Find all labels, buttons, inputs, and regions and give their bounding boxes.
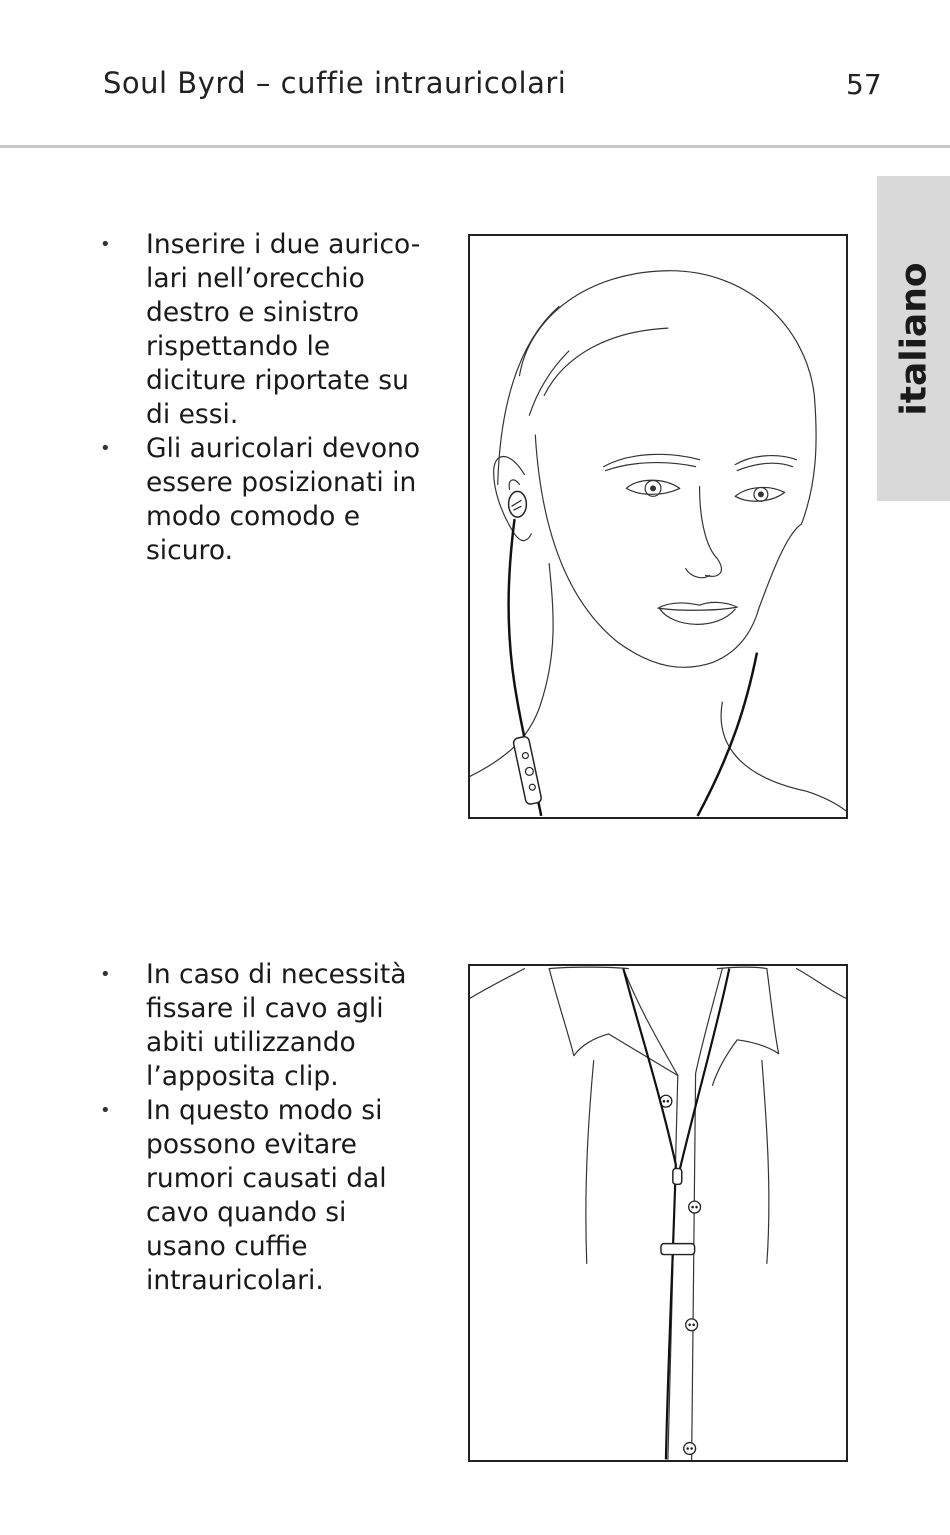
text-line: lari nell’orecchio bbox=[146, 263, 365, 294]
language-tab-label: italiano bbox=[893, 261, 934, 416]
instructions-list-earbuds bbox=[100, 228, 460, 568]
text-line: di essi. bbox=[146, 399, 239, 430]
bullet-avoid-noise bbox=[100, 1094, 460, 1298]
text-line: intrauricolari. bbox=[146, 1265, 324, 1296]
illustration-wearing-earbuds bbox=[468, 234, 848, 819]
text-line: rispettando le bbox=[146, 331, 331, 362]
text-line: • Inserire i due aurico- bbox=[146, 229, 421, 260]
page-number: 57 bbox=[846, 68, 882, 101]
bullet-attach-clip bbox=[100, 958, 460, 1094]
text-line: cavo quando si bbox=[146, 1197, 347, 1228]
text-line: rumori causati dal bbox=[146, 1163, 387, 1194]
text-line: usano cuffie bbox=[146, 1231, 308, 1262]
shirt-clip-illustration bbox=[470, 966, 846, 1460]
illustration-cable-clip bbox=[468, 964, 848, 1462]
text-line: • Gli auricolari devono bbox=[146, 433, 421, 464]
header-divider bbox=[0, 145, 950, 148]
instructions-list-clip bbox=[100, 958, 460, 1298]
text-line: destro e sinistro bbox=[146, 297, 360, 328]
header-title: Soul Byrd – cuffie intrauricolari bbox=[103, 66, 567, 100]
bullet-position-comfortably bbox=[100, 432, 460, 568]
woman-face-illustration bbox=[470, 236, 846, 817]
text-line: modo comodo e bbox=[146, 501, 361, 532]
text-line: essere posizionati in bbox=[146, 467, 417, 498]
text-line: l’apposita clip. bbox=[146, 1061, 339, 1092]
text-line: sicuro. bbox=[146, 535, 234, 566]
language-tab bbox=[877, 176, 950, 501]
text-line: diciture riportate su bbox=[146, 365, 409, 396]
bullet-insert-earbuds bbox=[100, 228, 460, 432]
text-line: possono evitare bbox=[146, 1129, 357, 1160]
text-line: • In caso di necessità bbox=[146, 959, 407, 990]
text-line: abiti utilizzando bbox=[146, 1027, 356, 1058]
text-line: • In questo modo si bbox=[146, 1095, 383, 1126]
text-line: fissare il cavo agli bbox=[146, 993, 384, 1024]
